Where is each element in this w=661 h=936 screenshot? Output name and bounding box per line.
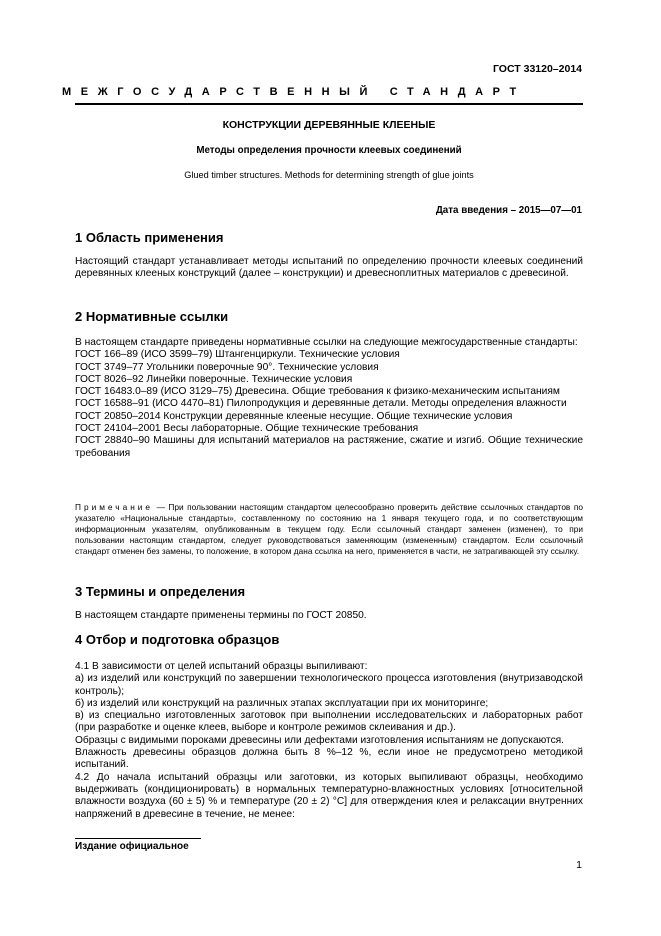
reference-item: ГОСТ 24104–2001 Весы лабораторные. Общие технические требования bbox=[75, 423, 419, 435]
section-3-paragraph: В настоящем стандарте применены термины по ГОСТ 20850. bbox=[75, 610, 367, 621]
reference-item: ГОСТ 28840–90 Машины для испытаний материалов на растяжение, сжатие и изгиб. Общие технические требования bbox=[75, 435, 583, 459]
section-1-paragraph: Настоящий стандарт устанавливает методы испытаний по определению прочности клеевых соединений деревянных клееных конструкций (далее – конструкции) и древесноплитных материалов с древесиной. bbox=[75, 256, 583, 280]
official-edition-label: Издание официальное bbox=[75, 841, 189, 852]
standard-banner: МЕЖГОСУДАРСТВЕННЫЙ СТАНДАРТ bbox=[62, 86, 526, 98]
list-item-a: а) из изделий или конструкций по завершении технологического процесса изготовления (внутризаводской контроль); bbox=[75, 673, 583, 697]
page-number: 1 bbox=[576, 859, 582, 871]
section-1-heading: 1 Область применения bbox=[75, 230, 224, 245]
clause-4-2: 4.2 До начала испытаний образцы или заготовки, из которых выпиливают образцы, необходимо выдерживать (кондиционировать) в нормальных температурно-влажностных условиях [относительной влажности воздуха (60 ± 5) % и температуре (20 ± 2) °С] для отверждения клея и релаксации внутренних напряжений в древесине в течение, не менее: bbox=[75, 771, 583, 820]
section-2-heading: 2 Нормативные ссылки bbox=[75, 309, 229, 324]
reference-item: ГОСТ 16588–91 (ИСО 4470–81) Пилопродукция и деревянные детали. Методы определения влажности bbox=[75, 398, 567, 410]
section-2-intro: В настоящем стандарте приведены нормативные ссылки на следующие межгосударственные стандарты: bbox=[75, 337, 578, 348]
english-title: Glued timber structures. Methods for determining strength of glue joints bbox=[184, 170, 474, 180]
section-4-heading: 4 Отбор и подготовка образцов bbox=[75, 632, 280, 647]
reference-item: ГОСТ 3749–77 Угольники поверочные 90°. Технические условия bbox=[75, 361, 379, 373]
introduction-date: Дата введения – 2015—07—01 bbox=[435, 205, 582, 216]
section-2-text bbox=[75, 337, 583, 460]
note-label: Примечание bbox=[75, 502, 154, 512]
reference-item: ГОСТ 8026–92 Линейки поверочные. Технические условия bbox=[75, 373, 353, 385]
document-title: КОНСТРУКЦИИ ДЕРЕВЯННЫЕ КЛЕЕНЫЕ bbox=[222, 119, 436, 131]
reference-item: ГОСТ 20850–2014 Конструкции деревянные клееные несущие. Общие технические условия bbox=[75, 410, 513, 422]
reference-item: ГОСТ 166–89 (ИСО 3599–79) Штангенциркули. Технические условия bbox=[75, 349, 400, 361]
banner-rule bbox=[75, 103, 583, 105]
section-3-text bbox=[75, 610, 583, 622]
document-id: ГОСТ 33120–2014 bbox=[492, 63, 582, 75]
footer-rule bbox=[75, 838, 201, 839]
section-2-note bbox=[75, 502, 583, 557]
document-subtitle: Методы определения прочности клеевых соединений bbox=[196, 145, 462, 156]
defects-paragraph: Образцы с видимыми пороками древесины или дефектами изготовления испытаниям не допускаются. bbox=[75, 734, 565, 746]
reference-item: ГОСТ 16483.0–89 (ИСО 3129–75) Древесина. Общие требования к физико-механическим испытаниям bbox=[75, 386, 560, 398]
section-4-text bbox=[75, 661, 583, 821]
list-item-b: б) из изделий или конструкций на различных этапах эксплуатации при их мониторинге; bbox=[75, 697, 489, 709]
note-text: — При пользовании настоящим стандартом целесообразно проверить действие ссылочных стандартов по указателю «Национальные стандарты», составленному по состоянию на 1 января текущего года, и по соответствующим информационным указателям, опубликованным в текущем году. Если ссылочный стандарт заменен (изменен), то при пользовании настоящим стандартом, следует руководствоваться заменяющим (измененным) стандартом. Если ссылочный стандарт отменен без замены, то положение, в котором дана ссылка на него, применяется в части, не затрагивающей эту ссылку. bbox=[75, 502, 583, 556]
clause-4-1: 4.1 В зависимости от целей испытаний образцы выпиливают: bbox=[75, 661, 368, 672]
moisture-paragraph: Влажность древесины образцов должна быть 8 %–12 %, если иное не предусмотрено методикой испытаний. bbox=[75, 747, 583, 771]
section-3-heading: 3 Термины и определения bbox=[75, 584, 246, 599]
section-1-text bbox=[75, 256, 583, 281]
list-item-c: в) из специально изготовленных заготовок при выполнении исследовательских и лабораторных работ (при разработке и оценке клеев, выборе и контроле режимов склеивания и др.). bbox=[75, 710, 583, 734]
